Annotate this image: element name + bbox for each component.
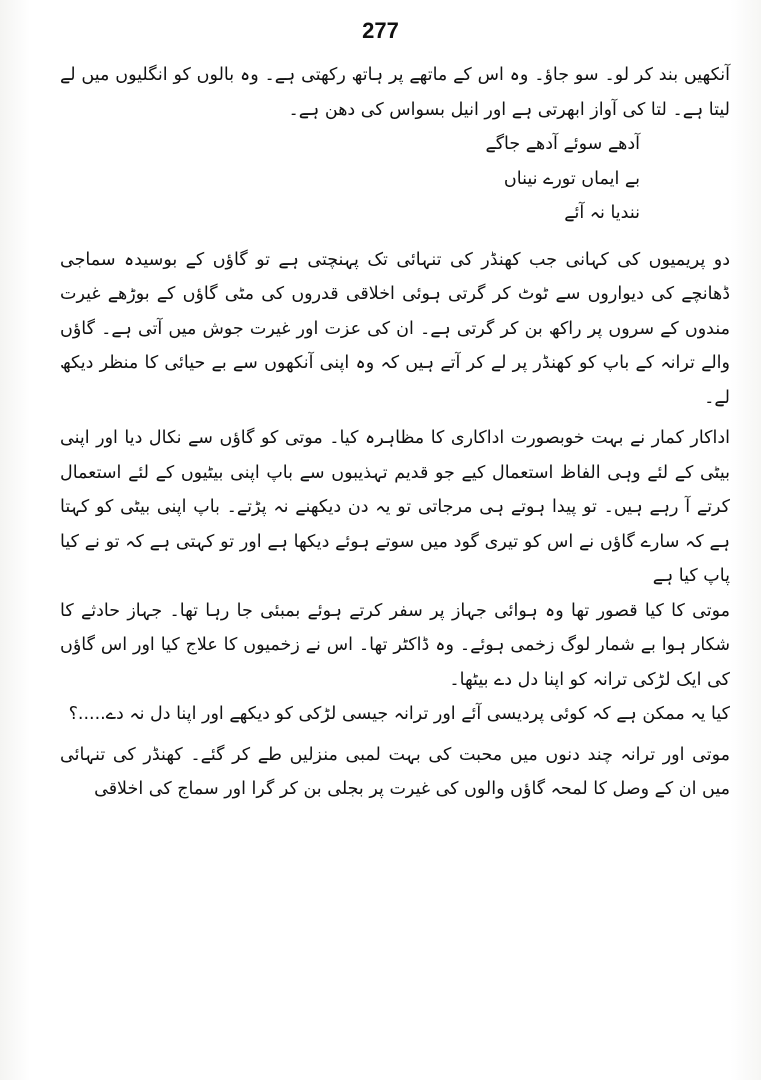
paragraph: موتی کا کیا قصور تھا وہ ہوائی جہاز پر سفر کرتے ہوئے بمبئی جا رہا تھا۔ جہاز حادثے کا شکار ہوا بے شمار لوگ زخمی ہوئے۔ وہ ڈاکٹر تھا۔ اس نے زخمیوں کا علاج کیا اور اس گاؤں کی ایک لڑکی ترانہ کو اپنا دل دے بیٹھا۔: [60, 600, 730, 690]
paragraph: کیا یہ ممکن ہے کہ کوئی پردیسی آئے اور ترانہ جیسی لڑکی کو دیکھے اور اپنا دل نہ دے.....؟: [68, 704, 730, 724]
body-text: [60, 58, 730, 807]
verse-line: آدھے سوئے آدھے جاگے: [485, 134, 640, 154]
paragraph: دو پریمیوں کی کہانی جب کھنڈر کی تنہائی تک پہنچتی ہے تو گاؤں کے بوسیدہ سماجی ڈھانچے کی دیواروں سے ٹوٹ کر گرتی ہوئی اخلاقی قدروں کی مٹی گاؤں کے بوڑھے غیرت مندوں کے سروں پر راکھ بن کر گرتی ہے۔ ان کی عزت اور غیرت جوش میں آتی ہے۔ گاؤں والے ترانہ کے باپ کو کھنڈر پر لے کر آتے ہیں کہ وہ اپنی آنکھوں سے بے حیائی کا منظر دیکھ لے۔: [60, 249, 730, 408]
intro-paragraph: آنکھیں بند کر لو۔ سو جاؤ۔ وہ اس کے ماتھے پر ہاتھ رکھتی ہے۔ وہ بالوں کو انگلیوں میں لے لیتا ہے۔ لتا کی آواز ابھرتی ہے اور انیل بسواس کی دھن ہے۔: [60, 65, 730, 120]
verse-line: بے ایماں تورے نیناں: [503, 168, 640, 189]
verse-line: نندیا نہ آئے: [564, 203, 640, 223]
page-number: 277: [362, 18, 399, 43]
paragraph: اداکار کمار نے بہت خوبصورت اداکاری کا مظاہرہ کیا۔ موتی کو گاؤں سے نکال دیا اور اپنی بیٹی کے لئے وہی الفاظ استعمال کیے جو قدیم تہذیبوں سے باپ اپنی بیٹیوں کے لئے استعمال کرتے آ رہے ہیں۔ تو پیدا ہوتے ہی مرجاتی تو یہ دن دیکھنے نہ پڑتے۔ باپ اپنی بیٹی کو کہتا ہے کہ سارے گاؤں نے اس کو تیری گود میں سوتے ہوئے دیکھا ہے اور تو کہتی ہے کہ تو نے کیا پاپ کیا ہے: [60, 428, 730, 586]
paragraph: موتی اور ترانہ چند دنوں میں محبت کی بہت لمبی منزلیں طے کر گئے۔ کھنڈر کی تنہائی میں ان کے وصل کا لمحہ گاؤں والوں کی غیرت پر بجلی بن کر گرا اور سماج کی اخلاقی: [60, 744, 730, 799]
